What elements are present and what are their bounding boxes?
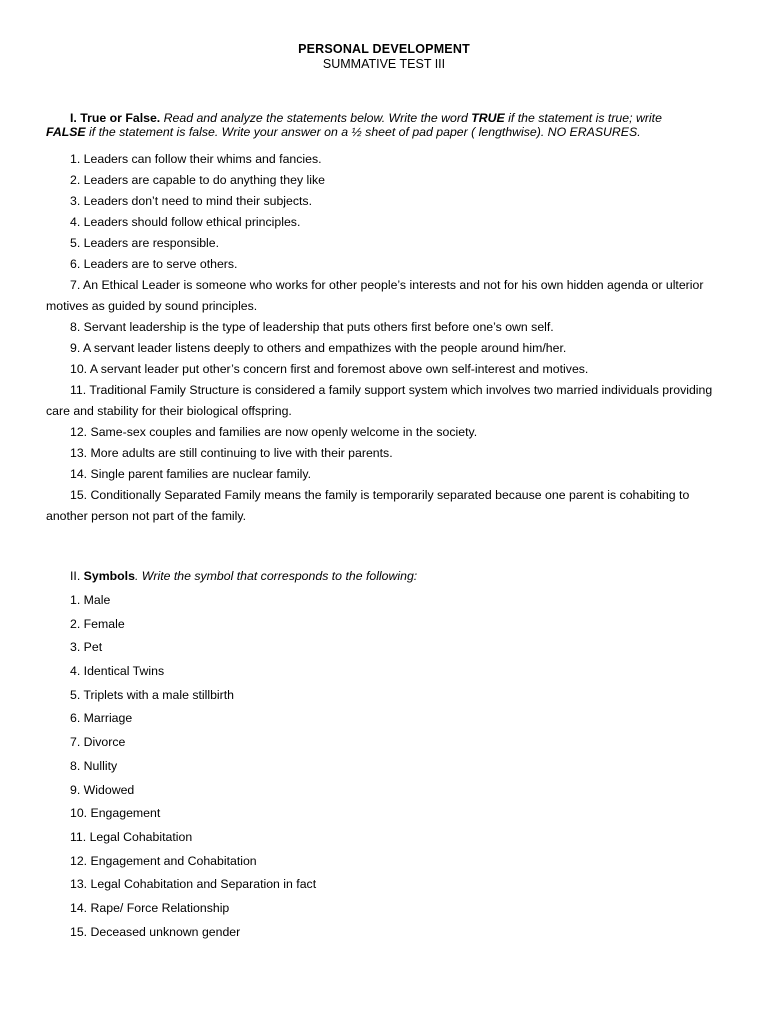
section2-instructions [70,569,417,583]
document-subtitle: SUMMATIVE TEST III [322,57,446,71]
section1-instr-true: TRUE [471,111,505,125]
list-item: 11. Traditional Family Structure is considered a family support system which involves two married individuals providing care and stability for their biological offspring. [46,383,713,418]
symbols-list [70,592,316,947]
section1-heading: I. True or False. [70,111,161,125]
section2-heading: Symbols [83,569,135,583]
list-item: 7. An Ethical Leader is someone who works for other people’s interests and not for his own hidden agenda or ulterior motives as guided by sound principles. [46,278,704,313]
list-item: 11. Legal Cohabitation [70,829,193,844]
list-item: 9. Widowed [70,782,135,797]
list-item: 13. Legal Cohabitation and Separation in fact [70,877,317,892]
section1-instr-false: FALSE [46,125,86,139]
section1-instructions [46,111,726,139]
list-item: 2. Female [70,616,125,631]
list-item: 3. Pet [70,640,103,655]
list-item: 5. Triplets with a male stillbirth [70,687,235,702]
list-item: 13. More adults are still continuing to live with their parents. [70,446,393,460]
list-item: 6. Leaders are to serve others. [70,257,238,271]
list-item: 9. A servant leader listens deeply to others and empathizes with the people around him/her. [70,341,567,355]
section1-instr-part3: if the statement is false. Write your answer on a ½ sheet of pad paper ( lengthwise). NO ERASURES. [85,125,641,139]
list-item: 10. A servant leader put other’s concern first and foremost above own self-interest and motives. [70,362,589,376]
section1-instr-part2: if the statement is true; write [504,111,662,125]
list-item: 12. Engagement and Cohabitation [70,853,257,868]
document-title: PERSONAL DEVELOPMENT [298,42,470,56]
list-item: 15. Conditionally Separated Family means the family is temporarily separated because one parent is cohabiting to another person not part of the family. [46,488,690,523]
list-item: 1. Male [70,593,111,607]
list-item: 6. Marriage [70,711,133,726]
list-item: 7. Divorce [70,735,126,750]
list-item: 15. Deceased unknown gender [70,924,241,939]
list-item: 1. Leaders can follow their whims and fancies. [70,152,322,166]
list-item: 4. Identical Twins [70,664,165,679]
list-item: 14. Rape/ Force Relationship [70,900,230,915]
list-item: 12. Same-sex couples and families are now openly welcome in the society. [70,425,478,439]
list-item: 3. Leaders don’t need to mind their subjects. [70,194,312,208]
list-item: 4. Leaders should follow ethical principles. [70,215,301,229]
true-false-list [46,149,726,527]
section2-number: II. [70,569,84,583]
list-item: 8. Nullity [70,758,118,773]
list-item: 8. Servant leadership is the type of leadership that puts others first before one’s own self. [70,320,554,334]
list-item: 10. Engagement [70,806,161,821]
section2-instr: . Write the symbol that corresponds to the following: [134,569,418,583]
list-item: 14. Single parent families are nuclear family. [70,467,312,481]
list-item: 2. Leaders are capable to do anything they like [70,173,325,187]
section1-instr-part1: Read and analyze the statements below. Write the word [160,111,472,125]
list-item: 5. Leaders are responsible. [70,236,220,250]
